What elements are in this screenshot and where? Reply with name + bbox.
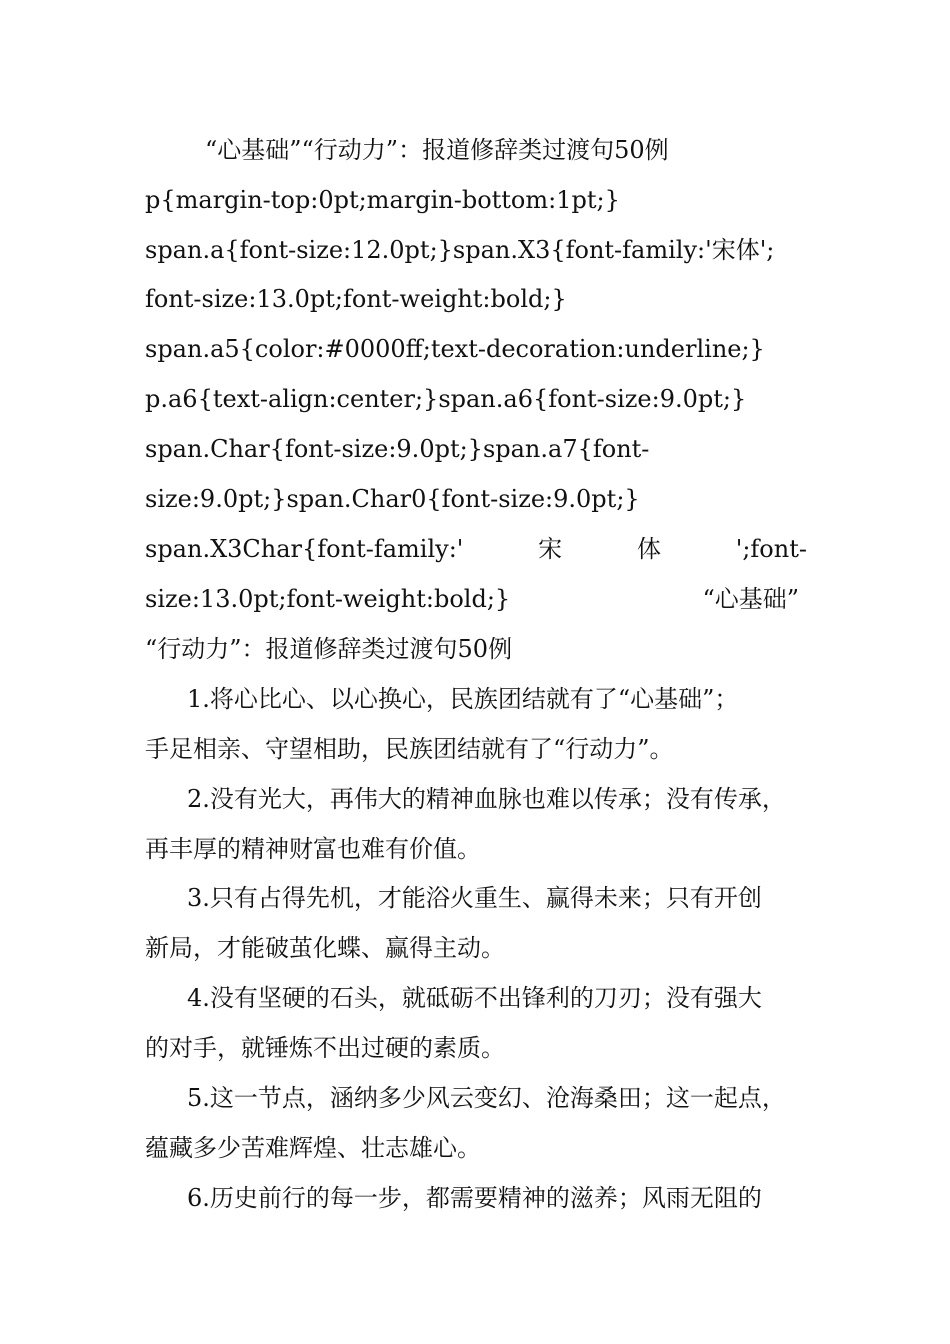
heading-continuation: “行动力”：报道修辞类过渡句50例 bbox=[145, 635, 513, 663]
css-line-2: span.a{font-size:12.0pt;}span.X3{font-family:'宋体'; bbox=[145, 236, 775, 264]
css-line-7: size:9.0pt;}span.Char0{font-size:9.0pt;} bbox=[145, 485, 640, 513]
css-line-1: p{margin-top:0pt;margin-bottom:1pt;} bbox=[145, 186, 620, 214]
list-item-1-line-2: 手足相亲、守望相助，民族团结就有了“行动力”。 bbox=[145, 735, 674, 763]
css-line-3: font-size:13.0pt;font-weight:bold;} bbox=[145, 285, 567, 313]
list-item-1-line-1: 1.将心比心、以心换心，民族团结就有了“心基础”； bbox=[187, 685, 739, 713]
css-last-line bbox=[145, 584, 807, 614]
css-justified-part-1: span.X3Char{font-family:' bbox=[145, 535, 464, 563]
css-last-line-left: size:13.0pt;font-weight:bold;} bbox=[145, 585, 511, 613]
list-item-4-line-1: 4.没有坚硬的石头，就砥砺不出锋利的刀刃；没有强大 bbox=[187, 984, 762, 1012]
document-title: “心基础”“行动力”：报道修辞类过渡句50例 bbox=[205, 136, 669, 164]
list-item-4-line-2: 的对手，就锤炼不出过硬的素质。 bbox=[145, 1034, 505, 1062]
css-line-6: span.Char{font-size:9.0pt;}span.a7{font- bbox=[145, 435, 650, 463]
css-justified-part-3: 体 bbox=[636, 535, 661, 563]
css-line-4: span.a5{color:#0000ff;text-decoration:underline;} bbox=[145, 335, 765, 363]
list-item-6-line-1: 6.历史前行的每一步，都需要精神的滋养；风雨无阻的 bbox=[187, 1184, 762, 1212]
list-item-5-line-2: 蕴藏多少苦难辉煌、壮志雄心。 bbox=[145, 1134, 481, 1162]
list-item-2-line-2: 再丰厚的精神财富也难有价值。 bbox=[145, 835, 481, 863]
css-justified-part-4: ';font- bbox=[735, 535, 807, 563]
list-item-5-line-1: 5.这一节点，涵纳多少风云变幻、沧海桑田；这一起点， bbox=[187, 1084, 786, 1112]
list-item-2-line-1: 2.没有光大，再伟大的精神血脉也难以传承；没有传承， bbox=[187, 785, 786, 813]
heading-repeat-start: “心基础” bbox=[702, 585, 799, 613]
css-justified-line bbox=[145, 534, 807, 564]
css-line-5: p.a6{text-align:center;}span.a6{font-size:9.0pt;} bbox=[145, 385, 747, 413]
css-justified-part-2: 宋 bbox=[538, 535, 563, 563]
list-item-3-line-1: 3.只有占得先机，才能浴火重生、赢得未来；只有开创 bbox=[187, 884, 762, 912]
list-item-3-line-2: 新局，才能破茧化蝶、赢得主动。 bbox=[145, 934, 505, 962]
